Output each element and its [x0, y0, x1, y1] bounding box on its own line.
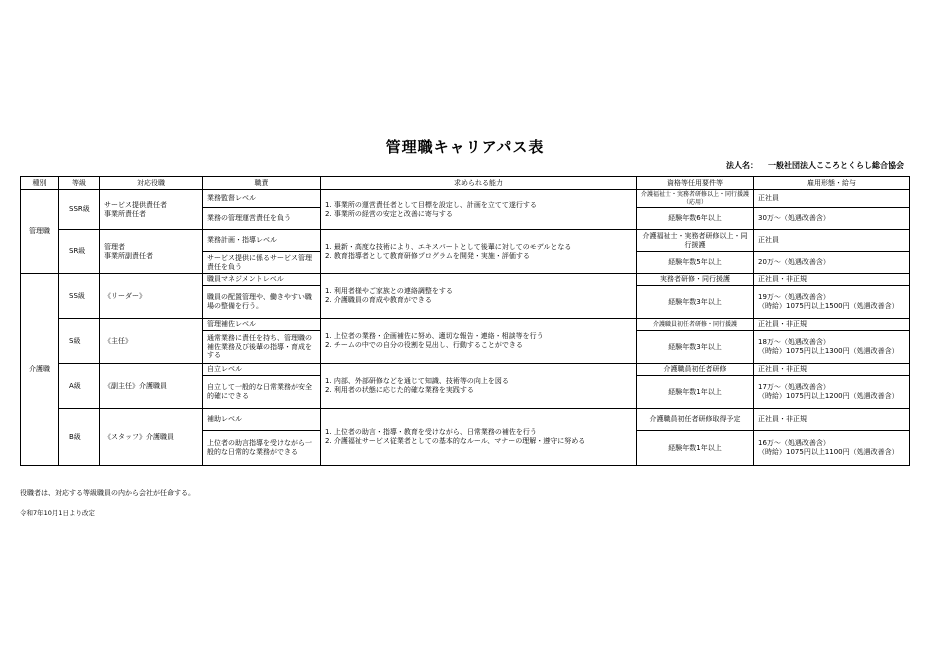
category-cell: 管理職: [21, 190, 59, 274]
duty-level-cell: 職員マネジメントレベル: [203, 274, 321, 286]
header-category: 種別: [21, 177, 59, 190]
abilities-cell: [321, 409, 637, 466]
duty-description-cell: 職員の配置管理や、働きやすい職場の整備を行う。: [203, 286, 321, 319]
ability-item: 2. 教育指導者として教育研修プログラムを開発・実施・評価する: [325, 251, 530, 260]
table-row: [21, 319, 910, 331]
salary-line: （時給）1075円以上1200円（処遇改善含）: [758, 392, 899, 400]
salary-cell: [754, 331, 910, 364]
qualification-cell: 実務者研修・同行援護: [637, 274, 754, 286]
grade-cell: S級: [59, 319, 100, 364]
duty-description-cell: 業務の管理運営責任を負う: [203, 208, 321, 230]
qualification-cell: 介護福祉士・実務者研修以上・同行援護（応用）: [637, 190, 754, 208]
career-path-table: [20, 176, 910, 466]
ability-item: 2. 利用者の状態に応じた的確な業務を実践する: [325, 386, 474, 394]
ability-item: 1. 最新・高度な技術により、エキスパートとして後輩に対してのモデルとなる: [325, 242, 572, 251]
employment-type-cell: 正社員: [754, 190, 910, 208]
grade-cell: A級: [59, 364, 100, 409]
ability-item: 1. 上位者の助言・指導・教育を受けながら、日常業務の補佐を行う: [325, 428, 537, 437]
salary-line: （時給）1075円以上1100円（処遇改善含）: [758, 448, 899, 456]
duty-level-cell: 管理補佐レベル: [203, 319, 321, 331]
role-line: 管理者: [104, 242, 125, 251]
role-cell: [100, 364, 203, 409]
ability-item: 1. 利用者様やご家族との連絡調整をする: [325, 287, 453, 296]
abilities-cell: [321, 190, 637, 230]
grade-cell: SR級: [59, 230, 100, 274]
role-cell: [100, 190, 203, 230]
duty-level-cell: 業務監督レベル: [203, 190, 321, 208]
duty-level-cell: 自立レベル: [203, 364, 321, 376]
experience-cell: 経験年数1年以上: [637, 376, 754, 409]
table-row: [21, 230, 910, 252]
salary-line: 17万～（処遇改善含）: [758, 383, 830, 392]
duty-description-cell: サービス提供に係るサービス管理責任を負う: [203, 252, 321, 274]
role-cell: [100, 230, 203, 274]
note-appointment: 役職者は、対応する等級職員の内から会社が任命する。: [20, 489, 195, 497]
qualification-cell: 介護福祉士・実務者研修以上・同行援護: [637, 230, 754, 252]
header-employment: 雇用形態・給与: [754, 177, 910, 190]
role-line: 《スタッフ》介護職員: [104, 432, 174, 441]
role-line: 《主任》: [104, 336, 132, 345]
header-duty: 職責: [203, 177, 321, 190]
salary-line: 20万～（処遇改善含）: [758, 258, 830, 267]
ability-item: 1. 内部、外部研修などを通じて知識、技術等の向上を図る: [325, 377, 509, 386]
category-cell: 介護職: [21, 274, 59, 466]
duty-description-cell: 通常業務に責任を持ち、管理職の補佐業務及び後輩の指導・育成をする: [203, 331, 321, 364]
role-cell: [100, 409, 203, 466]
header-abilities: 求められる能力: [321, 177, 637, 190]
header-role: 対応役職: [100, 177, 203, 190]
abilities-cell: [321, 364, 637, 409]
table-row: [21, 190, 910, 208]
salary-line: 18万～（処遇改善含）: [758, 338, 830, 347]
grade-cell: B級: [59, 409, 100, 466]
experience-cell: 経験年数3年以上: [637, 331, 754, 364]
grade-cell: SSR級: [59, 190, 100, 230]
salary-cell: [754, 208, 910, 230]
role-cell: [100, 274, 203, 319]
header-grade: 等級: [59, 177, 100, 190]
role-line: 《リーダー》: [104, 291, 146, 300]
role-line: 事業所副責任者: [104, 251, 153, 260]
ability-item: 2. 介護福祉サービス従業者としての基本的なルール、マナーの理解・遵守に努める: [325, 437, 586, 445]
table-row: [21, 274, 910, 286]
salary-line: （時給）1075円以上1300円（処遇改善含）: [758, 347, 899, 355]
role-line: サービス提供責任者: [104, 200, 167, 209]
abilities-cell: [321, 319, 637, 364]
header-row: [21, 177, 910, 190]
qualification-cell: 介護職員初任者研修: [637, 364, 754, 376]
ability-item: 1. 事業所の運営責任者として目標を設定し、計画を立てて遂行する: [325, 200, 537, 209]
qualification-cell: 介護職員初任者研修・同行援護: [637, 319, 754, 331]
corporation-label: 法人名：: [726, 161, 758, 170]
header-qualification: 資格等任用要件等: [637, 177, 754, 190]
grade-cell: SS級: [59, 274, 100, 319]
note-revision-date: 令和7年10月1日より改定: [20, 509, 96, 517]
ability-item: 2. 事業所の経営の安定と改善に寄与する: [325, 209, 453, 218]
employment-type-cell: 正社員: [754, 230, 910, 252]
salary-cell: [754, 286, 910, 319]
role-line: 事業所責任者: [104, 209, 146, 218]
employment-type-cell: 正社員・非正規: [754, 319, 910, 331]
salary-line: 30万～（処遇改善含）: [758, 214, 830, 223]
role-cell: [100, 319, 203, 364]
ability-item: 2. チームの中での自分の役割を見出し、行動することができる: [325, 341, 523, 349]
salary-cell: [754, 431, 910, 466]
duty-level-cell: 業務計画・指導レベル: [203, 230, 321, 252]
corporation-line: [726, 160, 904, 171]
employment-type-cell: 正社員・非正規: [754, 274, 910, 286]
employment-type-cell: 正社員・非正規: [754, 364, 910, 376]
table-row: [21, 409, 910, 431]
role-line: 《副主任》介護職員: [104, 381, 167, 390]
salary-line: （時給）1075円以上1500円（処遇改善含）: [758, 302, 899, 310]
salary-cell: [754, 252, 910, 274]
employment-type-cell: 正社員・非正規: [754, 409, 910, 431]
ability-item: 1. 上位者の業務・企画補佐に努め、適切な報告・連絡・相談等を行う: [325, 332, 544, 341]
table-row: [21, 364, 910, 376]
duty-description-cell: 上位者の助言指導を受けながら一般的な日常的な業務ができる: [203, 431, 321, 466]
experience-cell: 経験年数3年以上: [637, 286, 754, 319]
duty-level-cell: 補助レベル: [203, 409, 321, 431]
page-title: 管理職キャリアパス表: [385, 138, 545, 156]
ability-item: 2. 介護職員の育成や教育ができる: [325, 296, 432, 304]
salary-cell: [754, 376, 910, 409]
abilities-cell: [321, 230, 637, 274]
abilities-cell: [321, 274, 637, 319]
experience-cell: 経験年数6年以上: [637, 208, 754, 230]
corporation-name: 一般社団法人こころとくらし総合協会: [768, 161, 904, 170]
duty-description-cell: 自立して一般的な日常業務が安全的確にできる: [203, 376, 321, 409]
experience-cell: 経験年数5年以上: [637, 252, 754, 274]
salary-line: 16万～（処遇改善含）: [758, 439, 830, 448]
salary-line: 19万～（処遇改善含）: [758, 293, 830, 302]
experience-cell: 経験年数1年以上: [637, 431, 754, 466]
qualification-cell: 介護職員初任者研修取得予定: [637, 409, 754, 431]
